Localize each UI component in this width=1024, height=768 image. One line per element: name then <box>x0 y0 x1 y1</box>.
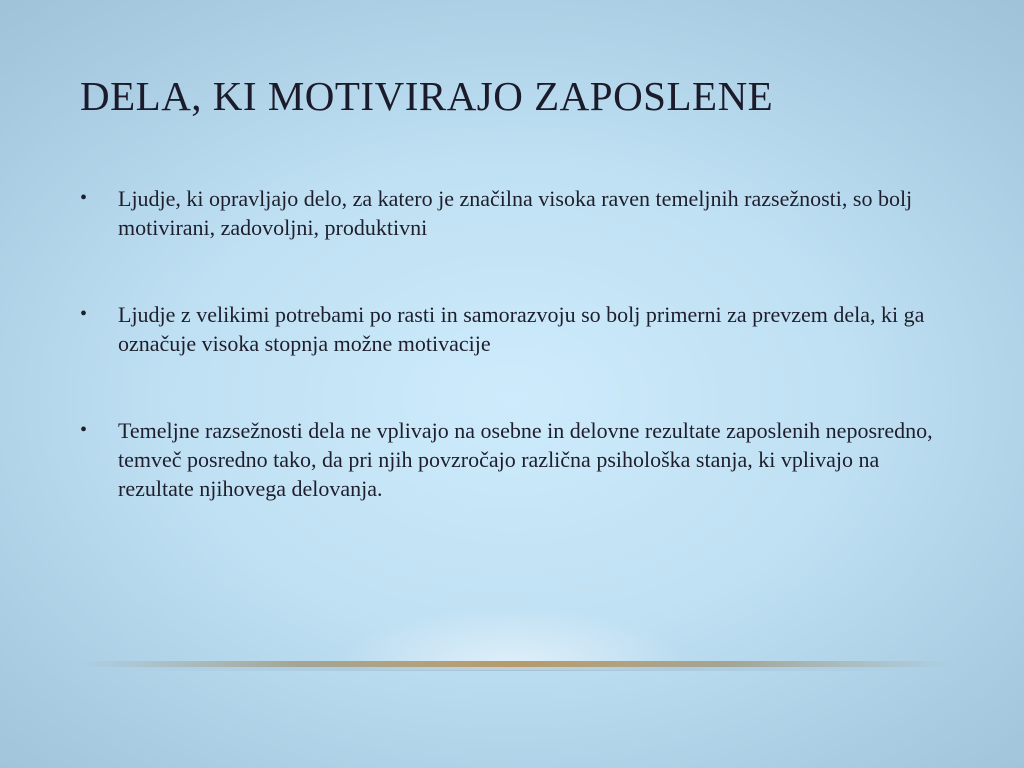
bullet-dot-icon: • <box>80 303 88 325</box>
bullet-item <box>80 416 950 503</box>
bullet-dot-icon: • <box>80 419 88 441</box>
bullet-text: Ljudje, ki opravljajo delo, za katero je značilna visoka raven temeljnih razsežnosti, so bolj motivirani, zadovoljni, produktivni <box>118 186 913 240</box>
footer-divider-shadow <box>120 667 910 671</box>
slide-title: DELA, KI MOTIVIRAJO ZAPOSLENE <box>80 73 774 119</box>
bullet-text: Ljudje z velikimi potrebami po rasti in samorazvoju so bolj primerni za prevzem dela, ki ga označuje visoka stopnja možne motivacije <box>118 302 925 356</box>
bullet-item <box>80 300 950 358</box>
bullet-item <box>80 184 950 242</box>
decorative-glow <box>262 580 762 670</box>
bullet-list <box>80 184 950 503</box>
bullet-dot-icon: • <box>80 187 88 209</box>
bullet-text: Temeljne razsežnosti dela ne vplivajo na osebne in delovne rezultate zaposlenih neposredno, temveč posredno tako, da pri njih povzročajo različna psihološka stanja, ki vplivajo na rezultate njihovega delovanja. <box>118 418 933 501</box>
